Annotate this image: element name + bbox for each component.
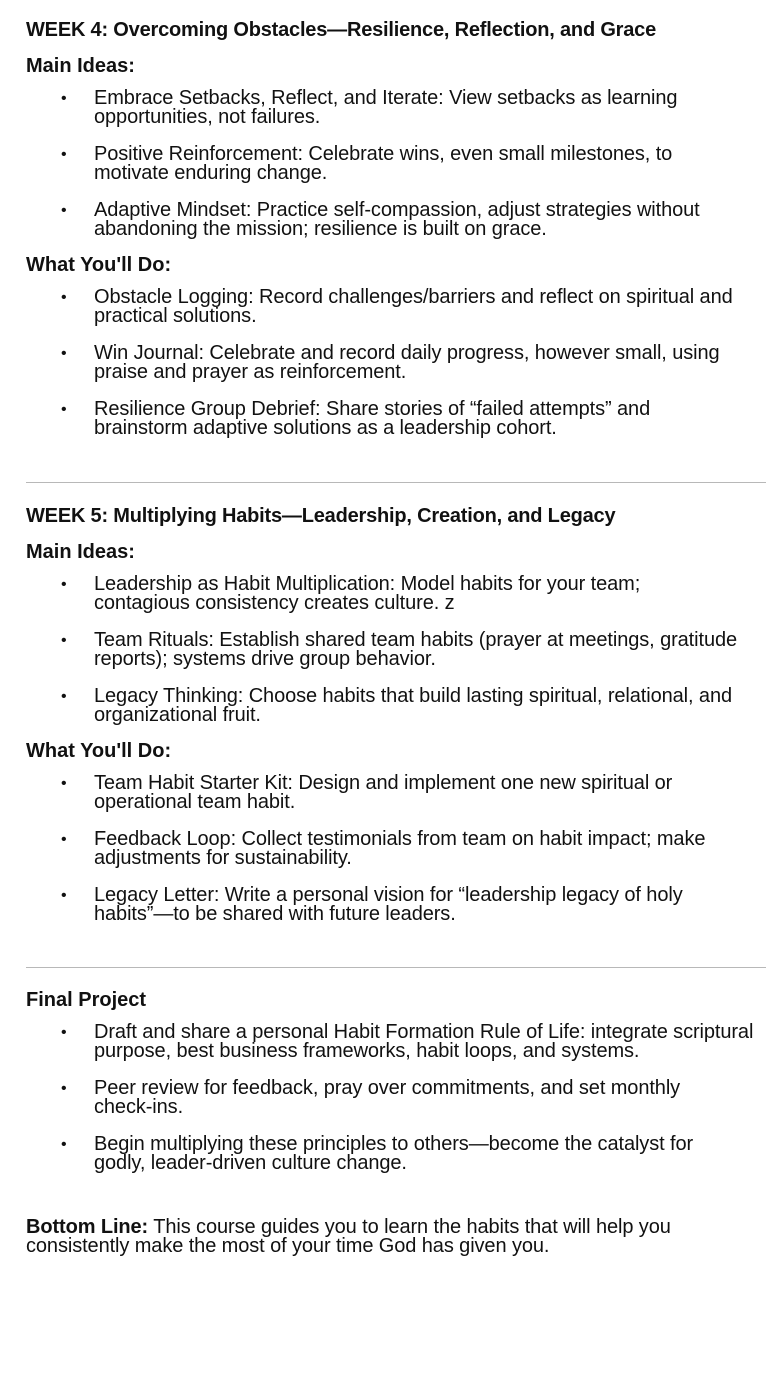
- bullet-icon: •: [61, 1024, 67, 1041]
- list-item-text: Peer review for feedback, pray over commitments, and set monthly check-ins.: [94, 1077, 681, 1118]
- bullet-icon: •: [61, 887, 67, 904]
- week4-main-ideas-label: Main Ideas:: [26, 55, 135, 77]
- week5-what-youll-do-list: [26, 774, 766, 924]
- list-item: [26, 687, 734, 725]
- list-item: [26, 886, 766, 924]
- list-item-text: Resilience Group Debrief: Share stories of “failed attempts” and brainstorm adaptive solutions as a leadership cohort.: [94, 398, 651, 439]
- list-item-text: Begin multiplying these principles to others—become the catalyst for godly, leader-driven culture change.: [94, 1133, 694, 1174]
- list-item-text: Leadership as Habit Multiplication: Model habits for your team; contagious consistency creates culture. z: [94, 573, 641, 614]
- bullet-icon: •: [61, 202, 67, 219]
- list-item: [26, 89, 714, 127]
- list-item: [26, 145, 684, 183]
- list-item-text: Legacy Letter: Write a personal vision for “leadership legacy of holy habits”—to be shared with future leaders.: [94, 884, 683, 925]
- final-project-list: [26, 1023, 766, 1173]
- list-item: [26, 1023, 766, 1061]
- bullet-icon: •: [61, 289, 67, 306]
- week5-what-youll-do-label: What You'll Do:: [26, 740, 172, 762]
- list-item-text: Feedback Loop: Collect testimonials from team on habit impact; make adjustments for sustainability.: [94, 828, 706, 869]
- list-item-text: Draft and share a personal Habit Formation Rule of Life: integrate scriptural purpose, best business frameworks, habit loops, and systems.: [94, 1021, 754, 1062]
- bullet-icon: •: [61, 1136, 67, 1153]
- section-divider: [26, 482, 766, 483]
- list-item: [26, 1135, 734, 1173]
- bullet-icon: •: [61, 576, 67, 593]
- bottom-line-label: Bottom Line:: [26, 1216, 149, 1238]
- list-item: [26, 201, 766, 239]
- list-item-text: Positive Reinforcement: Celebrate wins, even small milestones, to motivate enduring change.: [94, 143, 673, 184]
- week4-what-youll-do-list: [26, 288, 766, 438]
- list-item: [26, 288, 739, 326]
- bullet-icon: •: [61, 345, 67, 362]
- list-item-text: Embrace Setbacks, Reflect, and Iterate: View setbacks as learning opportunities, not failures.: [94, 87, 678, 128]
- bullet-icon: •: [61, 831, 67, 848]
- bottom-line-paragraph: [26, 1218, 768, 1256]
- list-item-text: Win Journal: Celebrate and record daily progress, however small, using praise and prayer as reinforcement.: [94, 342, 720, 383]
- bullet-icon: •: [61, 146, 67, 163]
- list-item-text: Adaptive Mindset: Practice self-compassion, adjust strategies without abandoning the mission; resilience is built on grace.: [94, 199, 700, 240]
- week4-section: [26, 18, 766, 438]
- final-project-section: [26, 988, 766, 1173]
- list-item: [26, 1079, 734, 1117]
- list-item: [26, 575, 726, 613]
- bullet-icon: •: [61, 688, 67, 705]
- bullet-icon: •: [61, 632, 67, 649]
- week5-section: [26, 504, 766, 924]
- final-project-title: Final Project: [26, 989, 147, 1011]
- list-item: [26, 344, 724, 382]
- week5-main-ideas-list: [26, 575, 766, 725]
- list-item: [26, 400, 744, 438]
- week4-title: WEEK 4: Overcoming Obstacles—Resilience, Reflection, and Grace: [26, 19, 657, 41]
- week5-title: WEEK 5: Multiplying Habits—Leadership, Creation, and Legacy: [26, 505, 616, 527]
- week4-what-youll-do-label: What You'll Do:: [26, 254, 172, 276]
- bullet-icon: •: [61, 1080, 67, 1097]
- bullet-icon: •: [61, 775, 67, 792]
- list-item-text: Obstacle Logging: Record challenges/barriers and reflect on spiritual and practical solutions.: [94, 286, 733, 327]
- list-item-text: Team Rituals: Establish shared team habits (prayer at meetings, gratitude reports); systems drive group behavior.: [94, 629, 738, 670]
- section-divider: [26, 967, 766, 968]
- list-item: [26, 774, 694, 812]
- list-item: [26, 631, 744, 669]
- bottom-line-text: This course guides you to learn the habits that will help you consistently make the most of your time God has given you.: [26, 1216, 671, 1257]
- bullet-icon: •: [61, 401, 67, 418]
- week4-main-ideas-list: [26, 89, 766, 239]
- list-item: [26, 830, 714, 868]
- list-item-text: Legacy Thinking: Choose habits that build lasting spiritual, relational, and organizational fruit.: [94, 685, 732, 726]
- bullet-icon: •: [61, 90, 67, 107]
- list-item-text: Team Habit Starter Kit: Design and implement one new spiritual or operational team habit.: [94, 772, 673, 813]
- week5-main-ideas-label: Main Ideas:: [26, 541, 135, 563]
